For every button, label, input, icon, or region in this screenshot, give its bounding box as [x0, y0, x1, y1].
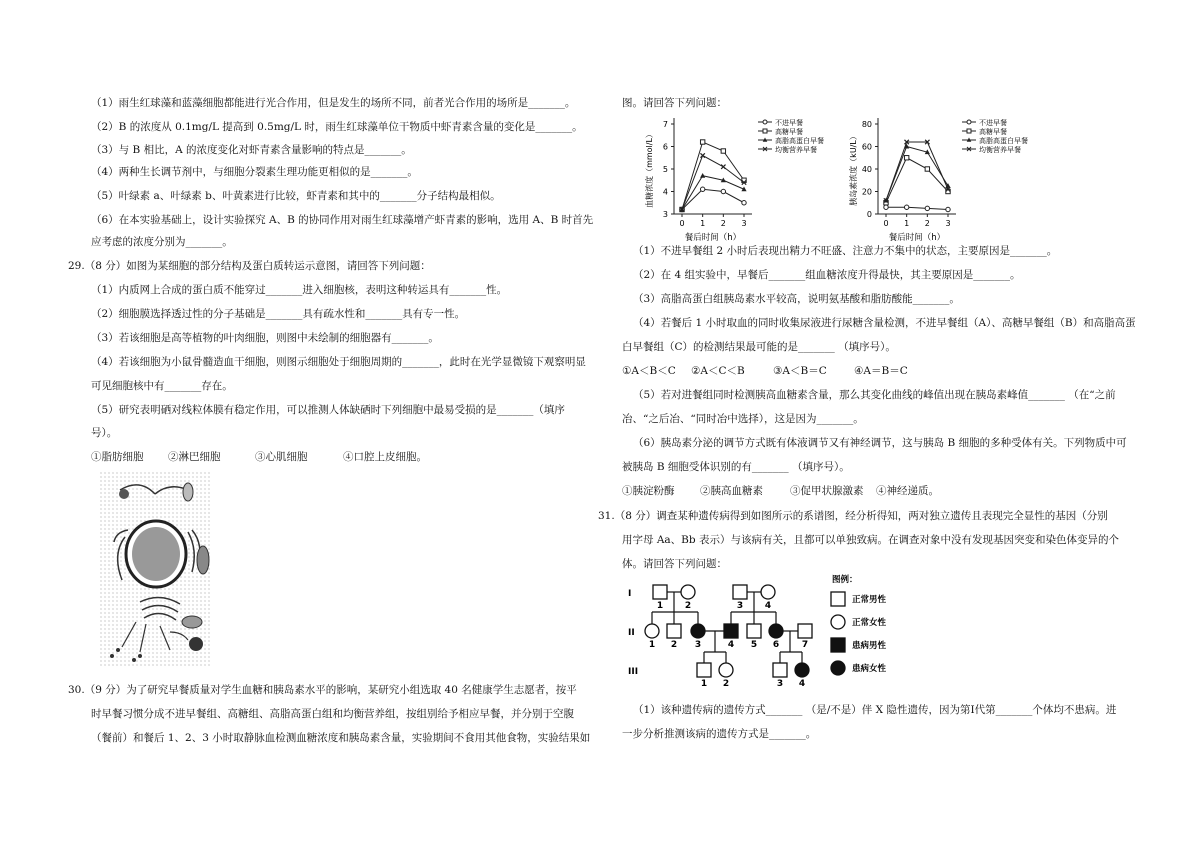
gen1-female-4 — [761, 585, 775, 599]
data-point — [925, 206, 929, 210]
mitochondrion-1 — [197, 546, 209, 574]
data-point — [925, 167, 929, 171]
gen2-female-3 — [691, 624, 705, 638]
question-text-line: 一步分析推测该病的遗传方式是_______。 — [622, 728, 817, 740]
gen2-male-7 — [798, 624, 812, 638]
individual-number: 3 — [694, 640, 702, 650]
question-text-line: （4）若餐后 1 小时取血的同时收集尿液进行尿糖含量检测，不进早餐组（A）、高糖早餐组（B）和高脂高蛋 — [633, 317, 1136, 329]
question-text-line: （2）细胞膜选择透过性的分子基础是_______具有疏水性和_______具有专一性。 — [91, 308, 466, 320]
legend-normal-male — [831, 592, 845, 606]
lysosome — [189, 637, 203, 651]
y-tick-label: 4 — [662, 187, 668, 197]
vesicle-dark — [119, 489, 129, 499]
gen3-female-2 — [719, 663, 733, 677]
question-text-line: 用字母 Aa、Bb 表示）与该病有关，且都可以单独致病。在调查对象中没有发现基因突变和染色体变异的个 — [622, 534, 1119, 546]
x-axis-label: 餐后时间（h） — [888, 233, 946, 243]
question-text-line: （1）该种遗传病的遗传方式_______ （是/不是）伴 X 隐性遗传，因为第Ⅰ代第_______个体均不患病。进 — [633, 704, 1117, 716]
option-item: ③促甲状腺激素 — [790, 485, 864, 497]
question-text-line: （4）若该细胞为小鼠骨髓造血干细胞，则图示细胞处于细胞周期的_______，此时在光学显微镜下观察明显 — [91, 356, 586, 368]
data-point — [721, 149, 725, 153]
figure-intro: 图。请回答下列问题： — [622, 97, 727, 109]
gen3-male-3 — [773, 663, 787, 677]
data-point — [700, 173, 705, 178]
legend-label: 高糖早餐 — [979, 128, 1007, 136]
question-text-line: 30.（9 分）为了研究早餐质量对学生血糖和胰岛素水平的影响，某研究小组选取 40 名健康学生志愿者，按平 — [68, 684, 577, 696]
data-point — [700, 153, 704, 157]
question-text-line: （2）在 4 组实验中，早餐后_______组血糖浓度升得最快，其主要原因是_______。 — [633, 269, 1021, 281]
question-text-line: （2）B 的浓度从 0.1mg/L 提高到 0.5mg/L 时，雨生红球藻单位干物质中虾青素含量的变化是_______。 — [91, 121, 583, 133]
gen2-male-2 — [667, 624, 681, 638]
individual-number: 7 — [801, 640, 809, 650]
question-text-line: 29.（8 分）如图为某细胞的部分结构及蛋白质转运示意图，请回答下列问题： — [68, 260, 431, 272]
question-text-line: （1）雨生红球藻和蓝藻细胞都能进行光合作用，但是发生的场所不同，前者光合作用的场所是_______。 — [91, 97, 576, 109]
option-item: ①A＜B＜C — [622, 365, 676, 377]
gen2-female-6 — [769, 624, 783, 638]
gen2-male-5 — [747, 624, 761, 638]
generation-label: II — [628, 628, 635, 638]
gen2-male-4 — [724, 624, 738, 638]
data-point — [700, 187, 704, 191]
individual-number: 6 — [772, 640, 780, 650]
question-text-line: 31.（8 分）调查某种遗传病得到如图所示的系谱图，经分析得知，两对独立遗传且表现完全显性的基因（分别 — [598, 510, 1108, 522]
legend-affected-male — [831, 638, 845, 652]
data-point — [884, 205, 888, 209]
individual-number: 2 — [670, 640, 678, 650]
legend-normal-female — [831, 615, 845, 629]
y-axis-label: 胰岛素浓度（kU/L） — [849, 132, 858, 206]
question-text-line: （5）研究表明硒对线粒体膜有稳定作用，可以推测人体缺硒时下列细胞中最易受损的是_______（填序 — [91, 404, 565, 416]
legend-label: 高脂高蛋白早餐 — [775, 137, 824, 145]
individual-number: 3 — [736, 601, 744, 611]
generation-label: III — [628, 667, 639, 677]
question-text-line: （6）胰岛素分泌的调节方式既有体液调节又有神经调节，这与胰岛 B 细胞的多种受体有关。下列物质中可 — [633, 437, 1127, 449]
y-tick-label: 40 — [861, 165, 872, 174]
x-tick-label: 0 — [679, 219, 685, 228]
option-item: ②淋巴细胞 — [168, 451, 221, 463]
generation-label: I — [628, 589, 632, 599]
y-axis-label: 血糖浓度（mmol/L） — [645, 130, 654, 208]
individual-number: 3 — [776, 679, 784, 689]
x-tick-label: 1 — [700, 219, 706, 228]
y-tick-label: 60 — [861, 142, 872, 152]
legend-label: 正常男性 — [852, 595, 887, 605]
individual-number: 1 — [656, 601, 664, 611]
legend-label: 均衡营养早餐 — [979, 146, 1021, 154]
option-item: ③A＜B＝C — [773, 365, 827, 377]
data-point — [742, 201, 746, 205]
question-text-line: （3）高脂高蛋白组胰岛素水平较高，说明氨基酸和脂肪酸能_______。 — [633, 293, 960, 305]
gen3-male-1 — [697, 663, 711, 677]
series-line — [886, 207, 948, 209]
question-text-line: 冶、“之后冶、“同时冶中选择），这是因为_______。 — [622, 413, 864, 425]
legend-label: 患病女性 — [852, 664, 887, 674]
y-tick-label: 20 — [861, 187, 872, 197]
legend-label: 不进早餐 — [775, 119, 803, 127]
question-text-line: （1）不进早餐组 2 小时后表现出精力不旺盛、注意力不集中的状态，主要原因是_______。 — [633, 245, 1058, 257]
question-text-line: （5）若对进餐组同时检测胰高血糖素含量，那么其变化曲线的峰值出现在胰岛素峰值_______ （在“之前 — [633, 389, 1116, 401]
cell-structure-figure — [100, 472, 212, 671]
gen1-male-3 — [733, 585, 747, 599]
legend-label: 正常女性 — [852, 618, 887, 628]
y-tick-label: 3 — [662, 210, 668, 219]
individual-number: 5 — [750, 640, 758, 650]
legend-affected-female — [831, 661, 845, 675]
data-point — [700, 140, 704, 144]
y-tick-label: 0 — [866, 210, 872, 219]
x-tick-label: 3 — [741, 219, 747, 228]
individual-number: 1 — [648, 640, 656, 650]
y-tick-label: 7 — [662, 120, 668, 129]
question-text-line: （4）两种生长调节剂中，与细胞分裂素生理功能更相似的是_______。 — [91, 166, 418, 178]
option-item: ①胰淀粉酶 — [622, 485, 675, 497]
question-text-line: （6）在本实验基础上，设计实验探究 A、B 的协同作用对雨生红球藻增产虾青素的影响，选用 A、B 时首先 — [91, 214, 594, 226]
series-line — [682, 189, 744, 209]
option-item: ④口腔上皮细胞。 — [343, 451, 427, 463]
legend-marker — [763, 129, 767, 133]
question-text-line: （3）若该细胞是高等植物的叶肉细胞，则图中未绘制的细胞器有_______。 — [91, 332, 439, 344]
question-text-line: （5）叶绿素 a、叶绿素 b、叶黄素进行比较，虾青素和其中的_______分子结构最相似。 — [91, 190, 501, 202]
blood-glucose-chart — [628, 114, 828, 247]
option-item: ①脂肪细胞 — [91, 451, 144, 463]
data-point — [721, 165, 725, 169]
y-tick-label: 6 — [662, 142, 668, 152]
mitochondrion-2 — [182, 616, 202, 628]
individual-number: 4 — [764, 601, 772, 611]
option-item: ④A＝B＝C — [854, 365, 908, 377]
option-item: ②胰高血糖素 — [700, 485, 763, 497]
question-text-line: 被胰岛 B 细胞受体识别的有_______ （填序号）。 — [622, 461, 850, 473]
data-point — [904, 205, 908, 209]
individual-number: 2 — [722, 679, 730, 689]
option-item: ③心肌细胞 — [255, 451, 308, 463]
individual-number: 1 — [700, 679, 708, 689]
question-text-line: 白早餐组（C）的检测结果最可能的是_______ （填序号）。 — [622, 341, 896, 353]
nucleus-interior — [132, 527, 180, 581]
data-point — [721, 189, 725, 193]
x-tick-label: 3 — [945, 219, 951, 228]
data-point — [904, 156, 908, 160]
individual-number: 4 — [798, 679, 806, 689]
option-item: ④神经递质。 — [876, 485, 939, 497]
gen2-female-1 — [645, 624, 659, 638]
legend-title: 图例： — [832, 575, 858, 585]
question-text-line: （1）内质网上合成的蛋白质不能穿过_______进入细胞核，表明这种转运具有_______性。 — [91, 284, 508, 296]
legend-marker — [967, 120, 971, 124]
option-item: ②A＜C＜B — [691, 365, 745, 377]
vesicle — [183, 483, 193, 501]
question-text-line: 应考虑的浓度分别为_______。 — [91, 236, 233, 248]
insulin-chart — [832, 114, 1032, 247]
legend-label: 高糖早餐 — [775, 128, 803, 136]
legend-label: 不进早餐 — [979, 119, 1007, 127]
legend-label: 高脂高蛋白早餐 — [979, 137, 1028, 145]
question-text-line: 时早餐习惯分成不进早餐组、高糖组、高脂高蛋白组和均衡营养组，按组别给予相应早餐，并分别于空腹 — [91, 708, 574, 720]
question-text-line: 号）。 — [91, 427, 118, 439]
data-point — [946, 207, 950, 211]
legend-label: 均衡营养早餐 — [775, 146, 817, 154]
individual-number: 2 — [684, 601, 692, 611]
individual-number: 4 — [727, 640, 735, 650]
question-text-line: 可见细胞核中有_______存在。 — [91, 380, 233, 392]
x-tick-label: 2 — [720, 219, 726, 228]
x-tick-label: 2 — [924, 219, 930, 228]
pedigree-chart — [620, 572, 910, 705]
series-line — [886, 158, 948, 203]
gen3-female-4 — [795, 663, 809, 677]
y-tick-label: 80 — [861, 120, 872, 129]
y-tick-label: 5 — [662, 165, 668, 174]
x-axis-label: 餐后时间（h） — [684, 233, 742, 243]
gen1-male-1 — [653, 585, 667, 599]
legend-marker — [763, 120, 767, 124]
legend-label: 患病男性 — [852, 641, 887, 651]
series-line — [682, 156, 744, 210]
x-tick-label: 1 — [904, 219, 910, 228]
x-tick-label: 0 — [883, 219, 889, 228]
gen1-female-2 — [681, 585, 695, 599]
question-text-line: （餐前）和餐后 1、2、3 小时取静脉血检测血糖浓度和胰岛素含量，实验期间不食用其他食物，实验结果如 — [91, 732, 591, 744]
question-text-line: （3）与 B 相比，A 的浓度变化对虾青素含量影响的特点是_______。 — [91, 144, 412, 156]
question-text-line: 体。请回答下列问题： — [622, 558, 727, 570]
legend-marker — [967, 129, 971, 133]
